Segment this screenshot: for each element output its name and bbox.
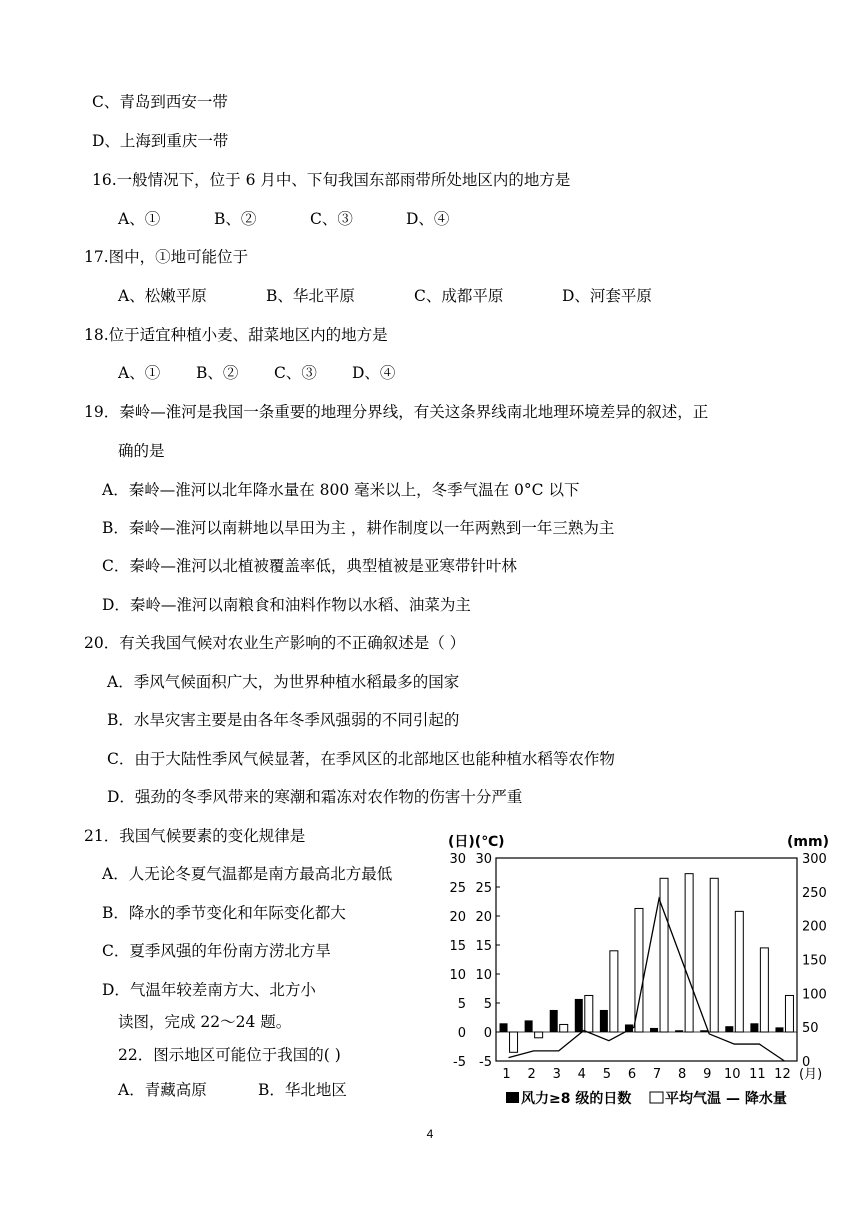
q20-option-d: D．强劲的冬季风带来的寒潮和霜冻对农作物的伤害十分严重 [107,788,523,806]
right-tick-label: 200 [802,919,827,935]
q19-option-c: C．秦岭—淮河以北植被覆盖率低，典型植被是亚寒带针叶林 [102,557,517,575]
q20-option-a: A．季风气候面积广大，为世界种植水稻最多的国家 [107,673,460,691]
wind-days-bar [700,1030,708,1032]
month-label: 2 [527,1067,536,1082]
q16-option-a: A、① [118,210,161,228]
left-tick-label-days: 0 [457,1026,466,1041]
wind-days-bar [550,1010,558,1032]
right-tick-label: 50 [802,1021,819,1037]
q19-option-d: D．秦岭—淮河以南粮食和油料作物以水稻、油菜为主 [102,596,471,614]
wind-days-bar [750,1023,758,1032]
question-18-options [118,363,395,383]
month-label: 10 [724,1067,741,1082]
temperature-bar [510,1032,518,1052]
q21-option-d: D．气温年较差南方大、北方小 [102,981,316,999]
left-unit-label: (日)(℃) [448,834,505,850]
q20-option-b: B．水旱灾害主要是由各年冬季风强弱的不同引起的 [107,711,460,729]
q20-option-c: C．由于大陆性季风气候显著，在季风区的北部地区也能种植水稻等农作物 [107,750,615,768]
q17-option-a: A、松嫩平原 [118,287,207,305]
month-label: 11 [749,1067,766,1082]
q16-option-d: D、④ [406,210,450,228]
right-tick-label: 150 [802,953,827,969]
q16-option-b: B、② [214,210,257,228]
question-18: 18.位于适宜种植小麦、甜菜地区内的地方是 [84,326,388,344]
left-tick-label-days: 25 [449,881,466,896]
month-label: 9 [703,1067,712,1082]
left-tick-label-temp: 25 [475,881,492,896]
page-number: 4 [426,1127,434,1141]
q22-option-b: B．华北地区 [258,1081,347,1099]
question-19: 19．秦岭—淮河是我国一条重要的地理分界线，有关这条界线南北地理环境差异的叙述，正 [84,403,709,421]
legend-label-temperature: 平均气温 [665,1091,721,1107]
temperature-bar [710,878,718,1032]
left-tick-label-days: 15 [449,939,466,954]
temperature-bar [660,878,668,1032]
right-unit-label: (mm) [787,834,829,850]
question-21: 21．我国气候要素的变化规律是 [84,827,306,845]
right-tick-label: 300 [802,852,827,867]
temperature-bar [585,995,593,1032]
q19-option-b: B．秦岭—淮河以南耕地以旱田为主 ，耕作制度以一年两熟到一年三熟为主 [102,519,615,537]
q18-option-b: B、② [196,364,239,382]
temperature-bar [760,948,768,1032]
option-d-line: D、上海到重庆一带 [92,132,229,150]
question-17-options [118,286,652,306]
q18-option-a: A、① [118,364,161,382]
q21-option-a: A．人无论冬夏气温都是南方最高北方最低 [102,865,393,883]
left-tick-label-temp: 15 [475,939,492,954]
left-tick-label-days: 10 [449,968,466,983]
right-tick-label: 0 [802,1055,811,1070]
month-label: 12 [774,1067,791,1082]
left-tick-label-days: 30 [449,852,466,867]
temperature-bar [535,1032,543,1038]
month-label: 8 [677,1067,687,1082]
q22-option-a: A．青藏高原 [118,1081,207,1099]
wind-days-bar [525,1020,533,1032]
q17-option-b: B、华北平原 [266,287,355,305]
temperature-bar [735,911,743,1032]
wind-days-bar [725,1026,733,1032]
left-tick-label-temp: -5 [479,1055,492,1070]
temperature-bar [685,874,693,1032]
right-tick-label: 250 [802,885,827,901]
wind-days-bar [500,1023,508,1032]
q17-option-c: C、成都平原 [414,287,504,305]
question-19-cont: 确的是 [118,442,165,460]
month-label: 4 [577,1067,586,1082]
wind-days-bar [575,999,583,1032]
wind-days-bar [650,1028,658,1032]
month-label: 3 [552,1067,561,1082]
right-tick-label: 100 [802,987,827,1003]
q16-option-c: C、③ [310,210,353,228]
legend-swatch-wind [506,1092,519,1103]
question-22: 22．图示地区可能位于我国的( ) [118,1046,341,1064]
left-tick-label-temp: 10 [475,968,492,983]
reading-instruction: 读图，完成 22～24 题。 [118,1013,292,1031]
month-label: 5 [602,1067,612,1082]
question-16: 16.一般情况下，位于 6 月中、下旬我国东部雨带所处地区内的地方是 [92,171,571,189]
left-tick-label-temp: 20 [475,910,492,925]
wind-days-bar [600,1010,608,1032]
climate-chart [430,828,829,1108]
q21-option-b: B．降水的季节变化和年际变化都大 [102,904,346,922]
month-label: 1 [502,1067,511,1082]
left-tick-label-temp: 0 [483,1026,492,1041]
question-20: 20．有关我国气候对农业生产影响的不正确叙述是（ ） [84,634,466,652]
q18-option-d: D、④ [352,364,396,382]
q19-option-a: A．秦岭—淮河以北年降水量在 800 毫米以上，冬季气温在 0°C 以下 [102,481,580,499]
legend-label-wind: 风力≥8 级的日数 [521,1091,632,1107]
q21-option-c: C．夏季风强的年份南方涝北方旱 [102,942,331,960]
x-unit-label: (月) [799,1067,823,1082]
left-tick-label-days: -5 [453,1055,466,1070]
left-tick-label-days: 20 [449,910,466,925]
month-label: 6 [627,1067,637,1082]
question-16-options [118,209,449,229]
q18-option-c: C、③ [274,364,317,382]
left-tick-label-days: 5 [457,997,466,1012]
wind-days-bar [675,1030,683,1032]
month-label: 7 [652,1067,662,1082]
legend-swatch-temperature [650,1092,663,1103]
temperature-bar [785,995,793,1032]
question-17: 17.图中，①地可能位于 [84,248,249,266]
temperature-bar [610,951,618,1032]
left-tick-label-temp: 5 [483,997,492,1012]
legend-label-precipitation: — 降水量 [726,1091,787,1107]
q17-option-d: D、河套平原 [562,287,652,305]
option-c-line: C、青岛到西安一带 [92,93,228,111]
wind-days-bar [775,1027,783,1032]
left-tick-label-temp: 30 [475,852,492,867]
temperature-bar [560,1024,568,1032]
